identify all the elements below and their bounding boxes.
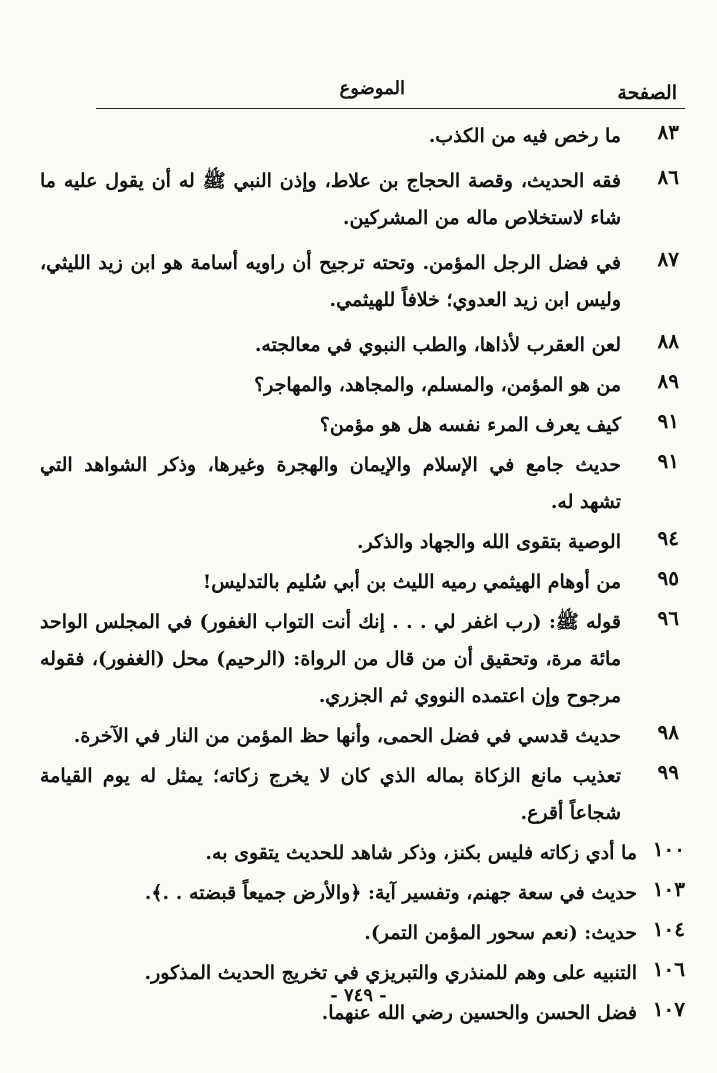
page-column-heading: الصفحة	[617, 82, 677, 104]
entry-topic: فضل الحسن والحسين رضي الله عنهما.	[321, 1002, 637, 1024]
entry-page-number: ٨٣	[657, 120, 679, 144]
entry-topic: قوله ﷺ: (رب اغفر لي . . . إنك أنت التواب الغفور) في المجلس الواحد مائة مرة، وتحقيق أن من قال من الرواة: (الرحيم) محل (الغفور)، فقوله مرجوح وإن اعتمده النووي ثم الجزري.	[40, 611, 621, 707]
entry-page-number: ١٠٣	[652, 877, 685, 901]
entry-page-number: ٩١	[657, 449, 679, 473]
index-entry	[40, 245, 685, 319]
index-entry	[40, 718, 685, 755]
index-entry	[40, 915, 685, 952]
entry-topic: حديث جامع في الإسلام والإيمان والهجرة وغيرها، وذكر الشواهد التي تشهد له.	[40, 454, 621, 513]
entry-page-number: ٩١	[657, 409, 679, 433]
entry-topic: حديث: (نعم سحور المؤمن التمر).	[364, 922, 637, 944]
entry-topic: كيف يعرف المرء نفسه هل هو مؤمن؟	[319, 414, 621, 436]
index-entry	[40, 118, 685, 155]
entry-topic: من هو المؤمن، والمسلم، والمجاهد، والمهاجر؟	[254, 374, 621, 396]
entry-topic: التنبيه على وهم للمنذري والتبريزي في تخريج الحديث المذكور.	[144, 962, 637, 984]
topic-column-heading: الموضوع	[339, 78, 405, 99]
table-header	[96, 78, 685, 109]
entry-topic: الوصية بتقوى الله والجهاد والذكر.	[356, 531, 621, 553]
entry-page-number: ٩٨	[657, 720, 679, 744]
entry-page-number: ٨٨	[657, 329, 679, 353]
entry-page-number: ١٠٧	[652, 997, 685, 1021]
index-entry	[40, 327, 685, 364]
index-entry	[40, 447, 685, 521]
entry-page-number: ٨٦	[657, 165, 679, 189]
entry-topic: من أوهام الهيثمي رميه الليث بن أبي سُليم بالتدليس!	[202, 571, 621, 593]
entry-topic: فقه الحديث، وقصة الحجاج بن علاط، وإذن النبي ﷺ له أن يقول عليه ما شاء لاستخلاص ماله من المشركين.	[40, 170, 621, 229]
entry-page-number: ٩٩	[657, 760, 679, 784]
index-entry	[40, 367, 685, 404]
index-entry	[40, 604, 685, 715]
entry-page-number: ٩٤	[657, 526, 679, 550]
entry-page-number: ٩٦	[657, 606, 679, 630]
entry-topic: ما رخص فيه من الكذب.	[428, 125, 621, 147]
entry-page-number: ١٠٦	[652, 957, 685, 981]
entry-page-number: ١٠٠	[652, 837, 685, 861]
entry-page-number: ١٠٤	[652, 917, 685, 941]
page-number-footer: - ٧٤٩ -	[330, 985, 387, 1006]
index-entry	[40, 564, 685, 601]
entry-topic: في فضل الرجل المؤمن. وتحته ترجيح أن راويه أسامة هو ابن زيد الليثي، وليس ابن زيد العدوي؛ خلافاً للهيثمي.	[40, 252, 621, 311]
entry-page-number: ٨٧	[657, 247, 679, 271]
index-entry	[40, 758, 685, 832]
index-entry	[40, 524, 685, 561]
index-entry	[40, 835, 685, 872]
entry-page-number: ٩٥	[657, 566, 679, 590]
entry-topic: لعن العقرب لأذاها، والطب النبوي في معالجته.	[254, 334, 621, 356]
entry-topic: حديث في سعة جهنم، وتفسير آية: ﴿والأرض جميعاً قبضته . .﴾.	[144, 882, 637, 904]
entry-topic: ما أدي زكاته فليس بكنز، وذكر شاهد للحديث يتقوى به.	[205, 842, 637, 864]
entry-topic: حديث قدسي في فضل الحمى، وأنها حظ المؤمن من النار في الآخرة.	[73, 725, 621, 747]
index-entry	[40, 163, 685, 237]
index-entry	[40, 875, 685, 912]
index-entry	[40, 407, 685, 444]
entry-page-number: ٨٩	[657, 369, 679, 393]
index-entries	[40, 118, 685, 1032]
entry-topic: تعذيب مانع الزكاة بماله الذي كان لا يخرج زكاته؛ يمثل له يوم القيامة شجاعاً أقرع.	[40, 765, 621, 824]
